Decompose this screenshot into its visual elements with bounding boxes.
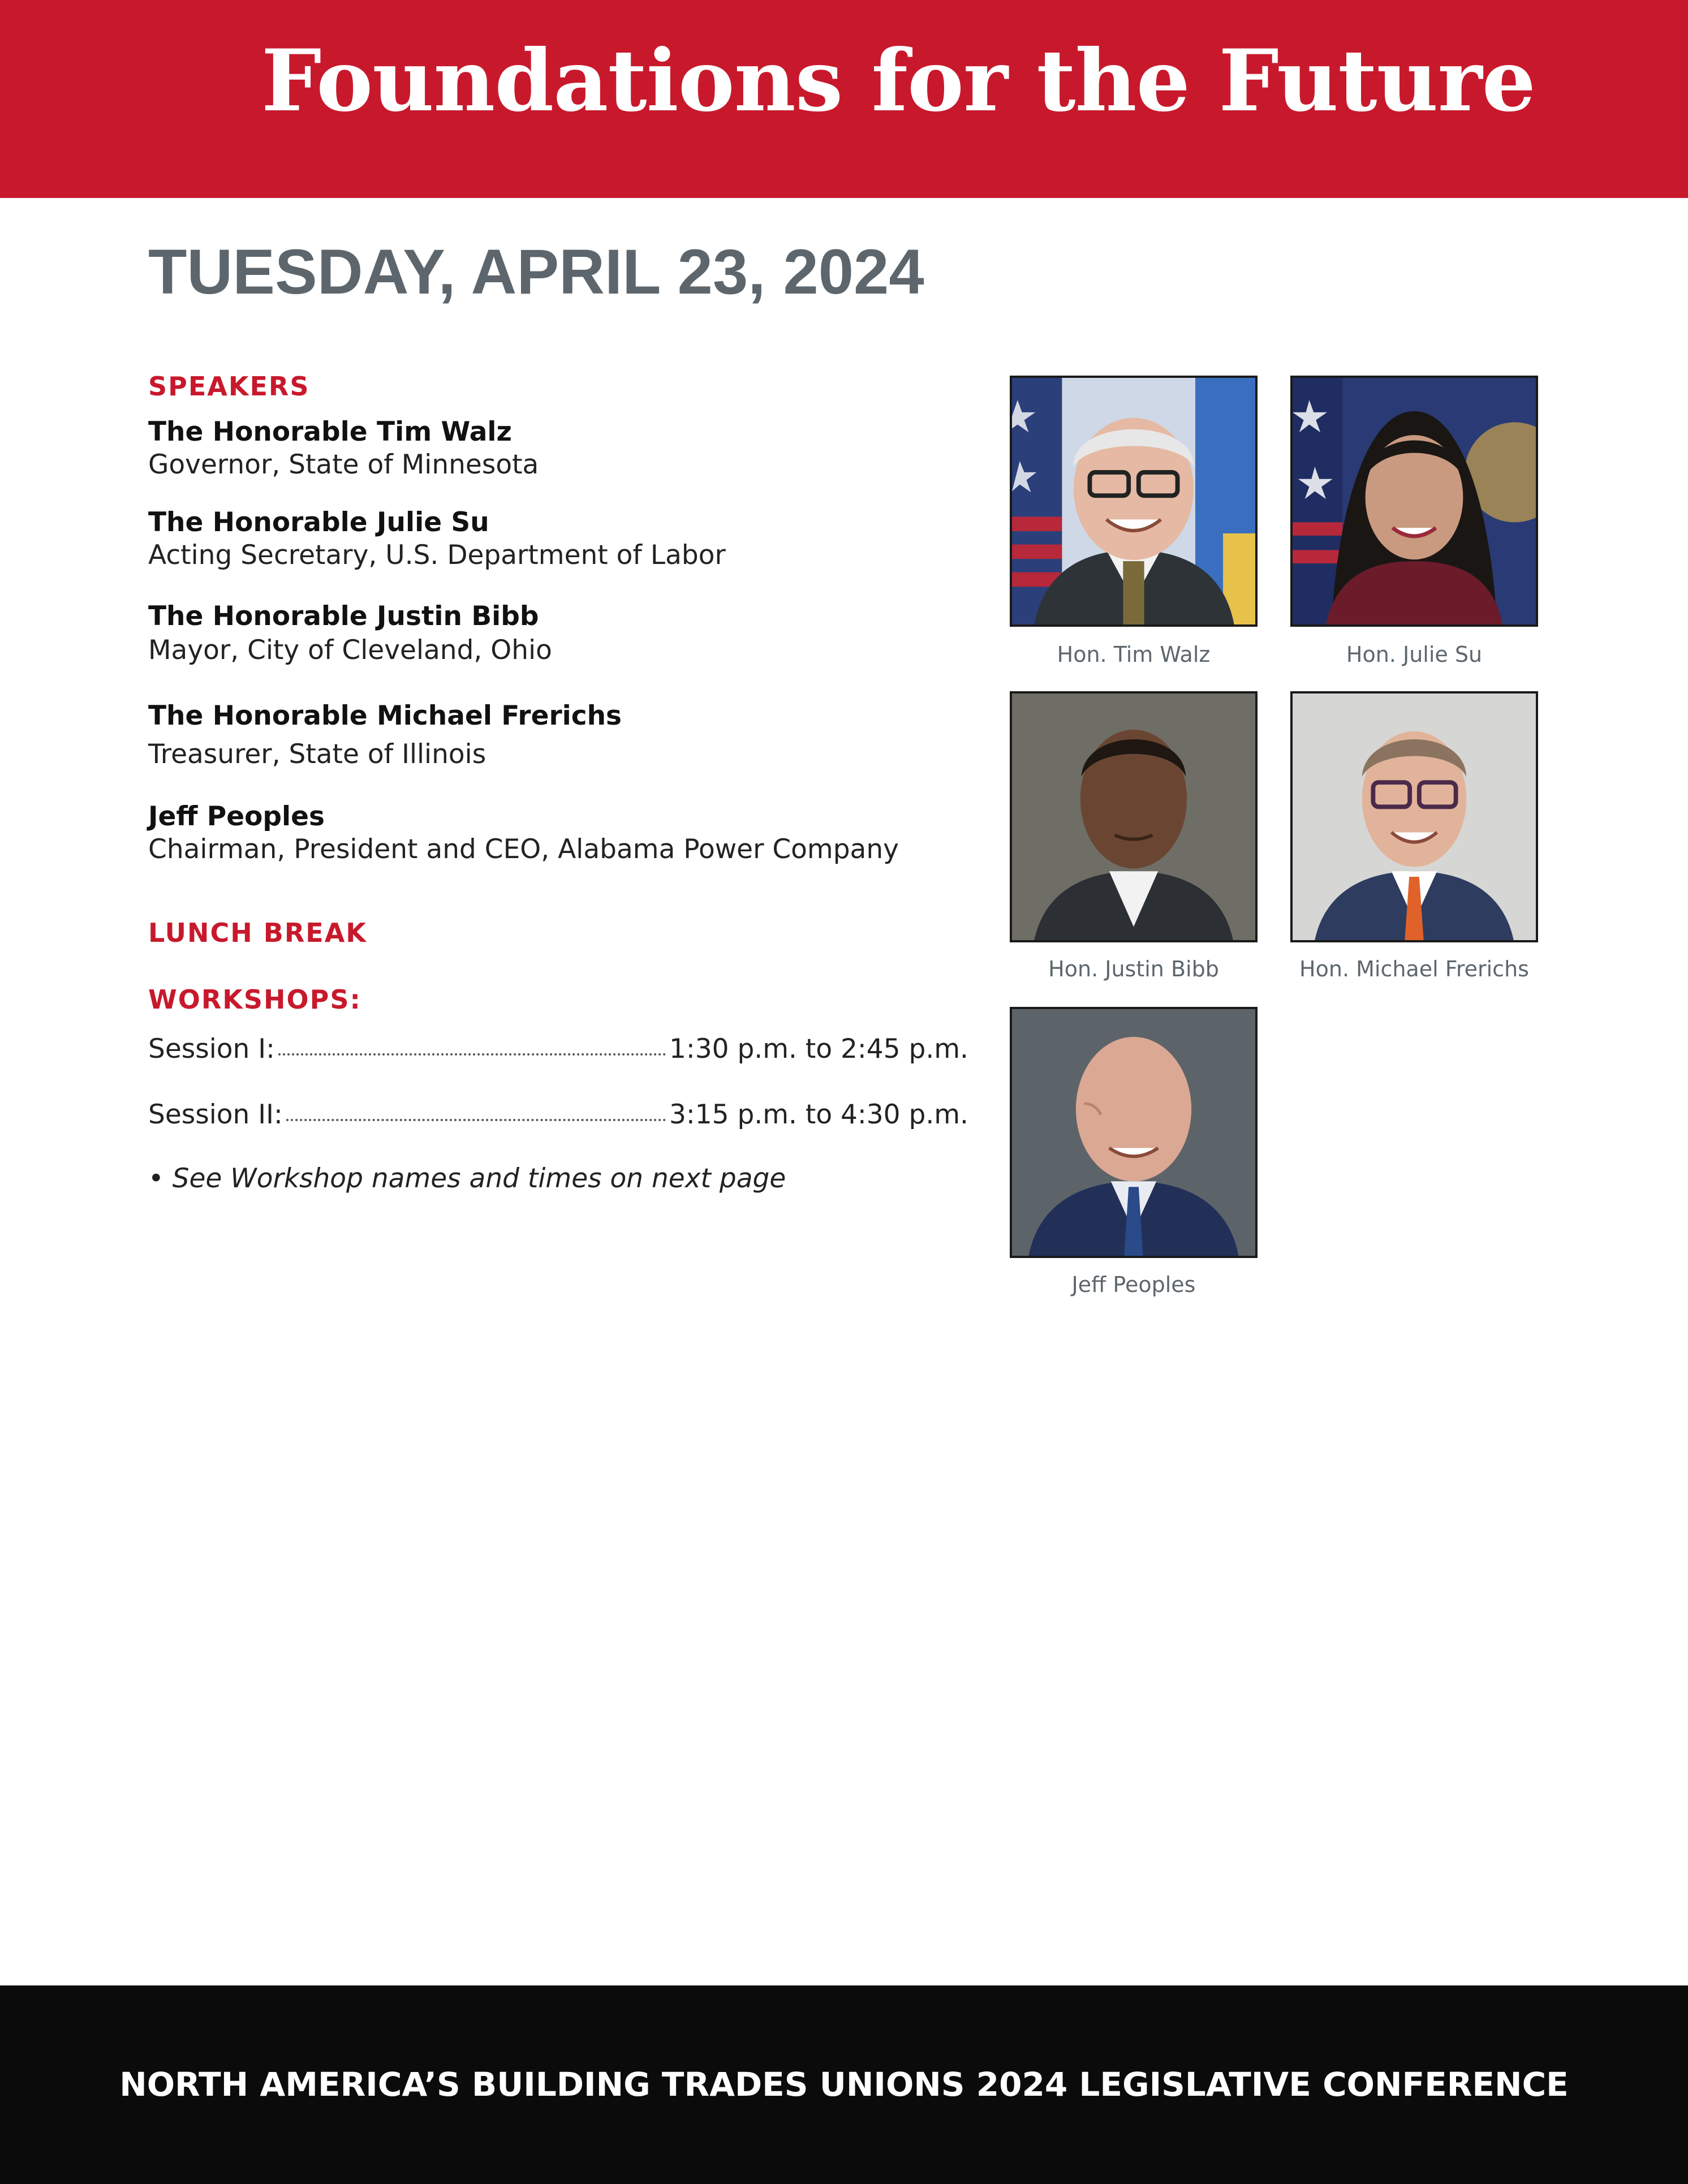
page-title: Foundations for the Future bbox=[261, 31, 1535, 131]
speaker-photo bbox=[1010, 376, 1258, 627]
session-time: 3:15 p.m. to 4:30 p.m. bbox=[669, 1099, 968, 1130]
speaker-name: The Honorable Tim Walz bbox=[148, 416, 512, 447]
workshops-heading: WORKSHOPS: bbox=[148, 984, 361, 1015]
speaker-photo bbox=[1010, 691, 1258, 942]
workshop-note: • See Workshop names and times on next page bbox=[148, 1163, 786, 1194]
dot-leader bbox=[286, 1119, 666, 1121]
speaker-title: Mayor, City of Cleveland, Ohio bbox=[148, 635, 552, 666]
session-label: Session I: bbox=[148, 1033, 275, 1065]
speakers-heading: SPEAKERS bbox=[148, 371, 310, 402]
speaker-title: Governor, State of Minnesota bbox=[148, 449, 539, 480]
date-heading: TUESDAY, APRIL 23, 2024 bbox=[148, 236, 924, 307]
speaker-photo bbox=[1010, 1007, 1258, 1258]
footer-text: NORTH AMERICA’S BUILDING TRADES UNIONS 2024 LEGISLATIVE CONFERENCE bbox=[119, 2065, 1569, 2104]
photo-caption: Hon. Julie Su bbox=[1346, 642, 1483, 667]
photo-caption: Hon. Justin Bibb bbox=[1048, 957, 1219, 981]
photo-caption: Hon. Tim Walz bbox=[1057, 642, 1211, 667]
session-row bbox=[148, 1028, 968, 1065]
speaker-title: Chairman, President and CEO, Alabama Power Company bbox=[148, 834, 899, 865]
session-label: Session II: bbox=[148, 1099, 283, 1130]
photo-caption: Jeff Peoples bbox=[1071, 1272, 1196, 1297]
speaker-name: The Honorable Justin Bibb bbox=[148, 601, 539, 632]
speaker-name: The Honorable Michael Frerichs bbox=[148, 700, 622, 731]
speaker-name: The Honorable Julie Su bbox=[148, 507, 489, 538]
session-row bbox=[148, 1094, 968, 1128]
speaker-title: Acting Secretary, U.S. Department of Labor bbox=[148, 540, 726, 571]
dot-leader bbox=[278, 1053, 666, 1056]
speaker-photo bbox=[1290, 691, 1538, 942]
speaker-name: Jeff Peoples bbox=[148, 801, 325, 832]
session-time: 1:30 p.m. to 2:45 p.m. bbox=[669, 1033, 968, 1065]
photo-caption: Hon. Michael Frerichs bbox=[1299, 957, 1529, 981]
lunch-break-heading: LUNCH BREAK bbox=[148, 917, 367, 948]
speaker-photo bbox=[1290, 376, 1538, 627]
speaker-title: Treasurer, State of Illinois bbox=[148, 739, 486, 770]
